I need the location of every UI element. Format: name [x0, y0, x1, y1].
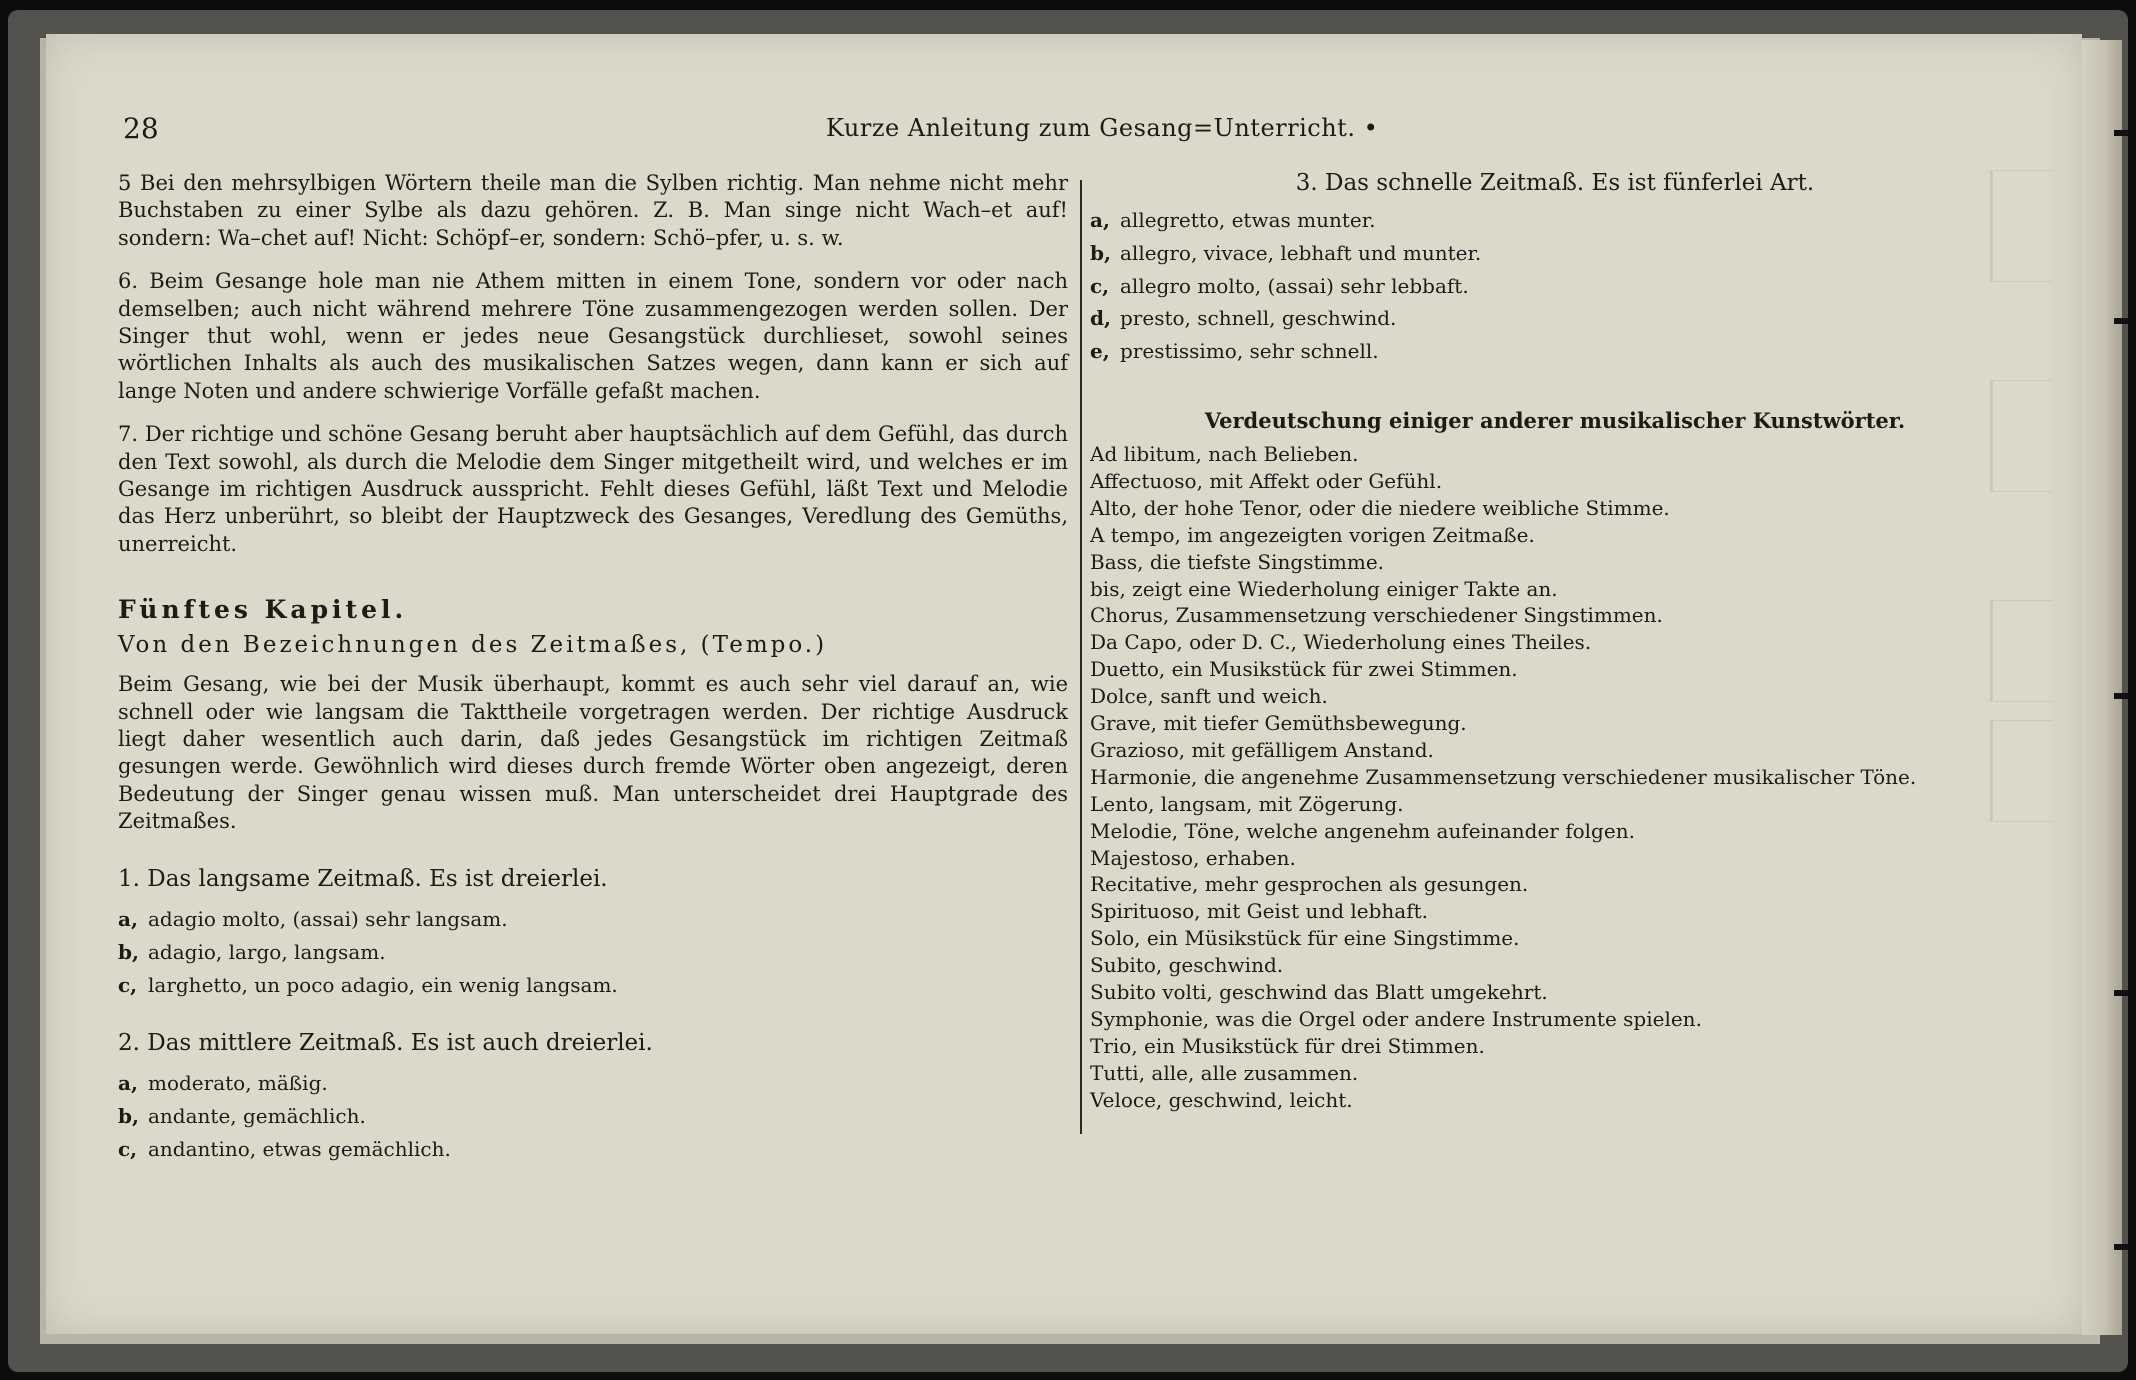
glossary-entry: Solo, ein Müsikstück für eine Singstimme. [1090, 926, 1520, 951]
list-item: c, andantino, etwas gemächlich. [118, 1137, 451, 1162]
glossary-entry: Veloce, geschwind, leicht. [1090, 1087, 1353, 1112]
list-item: b, andante, gemächlich. [118, 1104, 366, 1129]
glossary-entry: bis, zeigt eine Wiederholung einiger Takte an. [1090, 576, 1558, 601]
list-item: a, moderato, mäßig. [118, 1071, 328, 1096]
list-item: c, allegro molto, (assai) sehr lebbaft. [1090, 273, 1469, 298]
glossary-entry: Affectuoso, mit Affekt oder Gefühl. [1090, 468, 1443, 493]
glossary-entry: Chorus, Zusammensetzung verschiedener Singstimmen. [1090, 603, 1663, 628]
page-tab-marker [2114, 318, 2128, 324]
glossary-entry: Bass, die tiefste Singstimme. [1090, 549, 1385, 574]
list-item: e, prestissimo, sehr schnell. [1090, 339, 1379, 364]
list-item: d, presto, schnell, geschwind. [1090, 306, 1397, 331]
glossary-entry: Harmonie, die angenehme Zusammensetzung verschiedener musikalischer Töne. [1090, 764, 1917, 789]
right-column [1090, 170, 2020, 1114]
fast-tempo-heading: 3. Das schnelle Zeitmaß. Es ist fünferlei Art. [1295, 170, 1815, 196]
glossary-entry: Lento, langsam, mit Zögerung. [1090, 791, 1404, 816]
glossary-entry: Recitative, mehr gesprochen als gesungen. [1090, 872, 1529, 897]
column-divider [1080, 180, 1082, 1134]
glossary-entry: A tempo, im angezeigten vorigen Zeitmaße. [1090, 522, 1535, 547]
list-item: a, adagio molto, (assai) sehr langsam. [118, 906, 508, 931]
paragraph-6: 6. Beim Gesange hole man nie Athem mitten in einem Tone, sondern vor oder nach demselben; auch nicht während mehrere Töne zusammengezogen werden sollen. Der Singer thut wohl, wenn er jedes neue Gesangstück durchlieset, sowohl seines wörtlichen Inhalts als auch des musikalischen Satzes wegen, dann kann er sich auf lange Noten und andere schwierige Vorfälle gefaßt machen. [118, 269, 1068, 403]
page-tab-marker [2114, 1244, 2128, 1250]
glossary-entry: Da Capo, oder D. C., Wiederholung eines Theiles. [1090, 630, 1592, 655]
medium-tempo-heading: 2. Das mittlere Zeitmaß. Es ist auch dreierlei. [118, 1029, 653, 1056]
glossary-entry: Duetto, ein Musikstück für zwei Stimmen. [1090, 657, 1518, 682]
slow-tempo-list [118, 903, 1068, 1002]
glossary-list [1090, 441, 2020, 1114]
glossary-entry: Alto, der hohe Tenor, oder die niedere weibliche Stimme. [1090, 495, 1670, 520]
chapter-intro: Beim Gesang, wie bei der Musik überhaupt, kommt es auch sehr viel darauf an, wie schnell oder wie langsam die Takttheile vorgetragen werden. Der richtige Ausdruck liegt daher wesentlich auch darin, daß jedes Gesangstück im richtigen Zeitmaß gesungen werde. Gewöhnlich wird dieses durch fremde Wörter oben angezeigt, deren Bedeutung der Singer genau wissen muß. Man unterscheidet drei Hauptgrade des Zeitmaßes. [118, 672, 1068, 834]
list-item: b, allegro, vivace, lebhaft und munter. [1090, 240, 1482, 265]
glossary-entry: Symphonie, was die Orgel oder andere Instrumente spielen. [1090, 1007, 1702, 1032]
page-tab-marker [2114, 693, 2128, 699]
glossary-title: Verdeutschung einiger anderer musikalischer Kunstwörter. [1204, 407, 1906, 433]
list-item: c, larghetto, un poco adagio, ein wenig langsam. [118, 972, 618, 997]
glossary-entry: Subito volti, geschwind das Blatt umgekehrt. [1090, 980, 1548, 1005]
glossary-entry: Ad libitum, nach Belieben. [1090, 441, 1359, 466]
paragraph-5: 5 Bei den mehrsylbigen Wörtern theile man die Sylben richtig. Man nehme nicht mehr Buchstaben zu einer Sylbe als dazu gehören. Z. B. Man singe nicht Wach–et auf! sondern: Wa–chet auf! Nicht: Schöpf–er, sondern: Schö–pfer, u. s. w. [118, 171, 1068, 250]
glossary-entry: Subito, geschwind. [1090, 953, 1284, 978]
fast-tempo-list [1090, 204, 2020, 368]
running-head: Kurze Anleitung zum Gesang=Unterricht. • [826, 114, 1379, 142]
page-tab-marker [2114, 990, 2128, 996]
list-item: a, allegretto, etwas munter. [1090, 208, 1376, 232]
glossary-entry: Tutti, alle, alle zusammen. [1090, 1060, 1359, 1085]
glossary-entry: Majestoso, erhaben. [1090, 845, 1296, 870]
medium-tempo-list [118, 1067, 1068, 1166]
glossary-entry: Grazioso, mit gefälligem Anstand. [1090, 737, 1434, 762]
chapter-title: Fünftes Kapitel. [118, 595, 408, 625]
glossary-entry: Melodie, Töne, welche angenehm aufeinander folgen. [1090, 818, 1635, 843]
list-item: b, adagio, largo, langsam. [118, 939, 386, 964]
paragraph-7: 7. Der richtige und schöne Gesang beruht aber hauptsächlich auf dem Gefühl, das durch den Text sowohl, als durch die Melodie dem Singer mitgetheilt wird, und welches er im Gesange im richtigen Ausdruck ausspricht. Fehlt dieses Gefühl, läßt Text und Melodie das Herz unberührt, so bleibt der Hauptzweck des Gesanges, Veredlung des Gemüths, unerreicht. [118, 422, 1068, 556]
chapter-subtitle: Von den Bezeichnungen des Zeitmaßes, (Tempo.) [118, 631, 828, 658]
next-page-edge [2082, 40, 2122, 1335]
page-tab-marker [2114, 130, 2128, 136]
glossary-entry: Trio, ein Musikstück für drei Stimmen. [1090, 1033, 1485, 1058]
glossary-entry: Dolce, sanft und weich. [1090, 684, 1328, 709]
glossary-entry: Grave, mit tiefer Gemüthsbewegung. [1090, 711, 1467, 736]
left-column [118, 170, 1068, 1166]
page-number: 28 [123, 112, 159, 145]
glossary-entry: Spirituoso, mit Geist und lebhaft. [1090, 899, 1429, 924]
slow-tempo-heading: 1. Das langsame Zeitmaß. Es ist dreierlei. [118, 865, 608, 892]
